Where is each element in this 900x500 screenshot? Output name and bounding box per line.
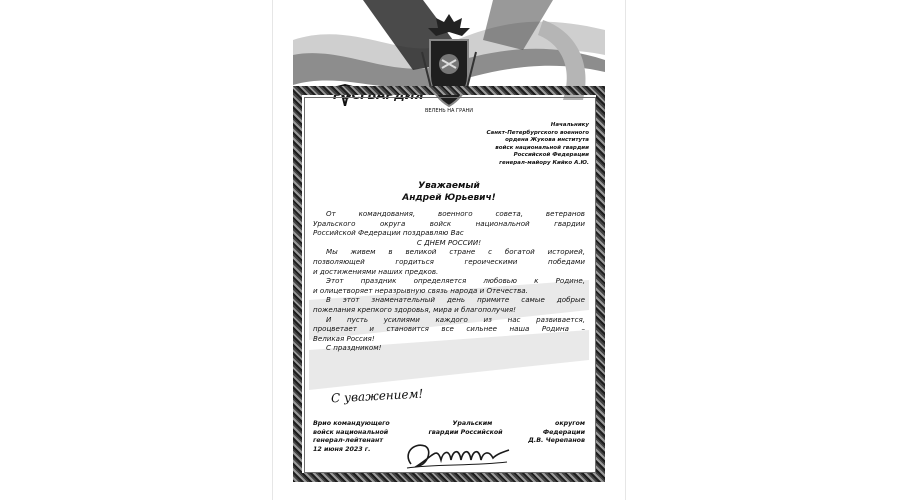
body-line: позволяющей гордиться героическими победами (313, 256, 585, 266)
logo-text: РОСГВАРДИЯ (333, 88, 424, 102)
body-line: И пусть усилиями каждого из нас развивается, (326, 314, 585, 324)
salutation (309, 180, 589, 204)
letter-body (313, 209, 585, 353)
body-line: и достижениями наших предков. (313, 266, 439, 276)
body-line: Мы живем в великой стране с богатой историей, (326, 247, 585, 257)
body-line: Уральского округа войск национальной гвардии (313, 218, 585, 228)
signature-row: Врио командующего Уральским округом (313, 420, 585, 427)
addressee-line: генерал-майору Кийко А.Ю. (499, 159, 589, 166)
signature-row: генерал-лейтенант Д.В. Черепанов (313, 437, 585, 445)
handwritten-closing: С уважением! (330, 386, 424, 406)
body-line: От командования, военного совета, ветеранов (326, 209, 585, 218)
addressee-line: войск национальной гвардии (495, 144, 589, 151)
addressee-line: Российской Федерации (513, 152, 589, 159)
body-line: процветает и становится все сильнее наша Родина – (313, 324, 585, 334)
signature-date: 12 июня 2023 г. (313, 445, 371, 453)
salutation-line-2: Андрей Юрьевич! (402, 193, 496, 203)
body-line: С праздником! (326, 343, 382, 353)
handwritten-signature (403, 436, 513, 476)
body-line: Этот праздник определяется любовью к Родине, (326, 276, 585, 286)
signature-row: войск национальной гвардии Российской Федерации (313, 428, 585, 436)
addressee-block (449, 122, 589, 168)
letter-sheet (272, 0, 626, 500)
body-line: Российской Федерации поздравляю Вас (313, 228, 464, 238)
body-line-holiday: С ДНЕМ РОССИИ! (416, 237, 482, 247)
body-line: и олицетворяет неразрывную связь народа и Отечества. (313, 285, 528, 295)
emblem-motto: ВЕЛЕНЬ НА ГРАНИ (424, 108, 474, 114)
addressee-line: Санкт-Петербургского военного (486, 129, 589, 136)
addressee-line: Начальнику (550, 122, 589, 128)
body-line: В этот знаменательный день примите самые добрые (326, 295, 585, 305)
body-line: пожелания крепкого здоровья, мира и благополучия! (313, 304, 516, 314)
addressee-line: ордена Жукова института (505, 137, 589, 144)
body-line: Великая Россия! (313, 333, 375, 343)
salutation-line-1: Уважаемый (418, 181, 480, 191)
